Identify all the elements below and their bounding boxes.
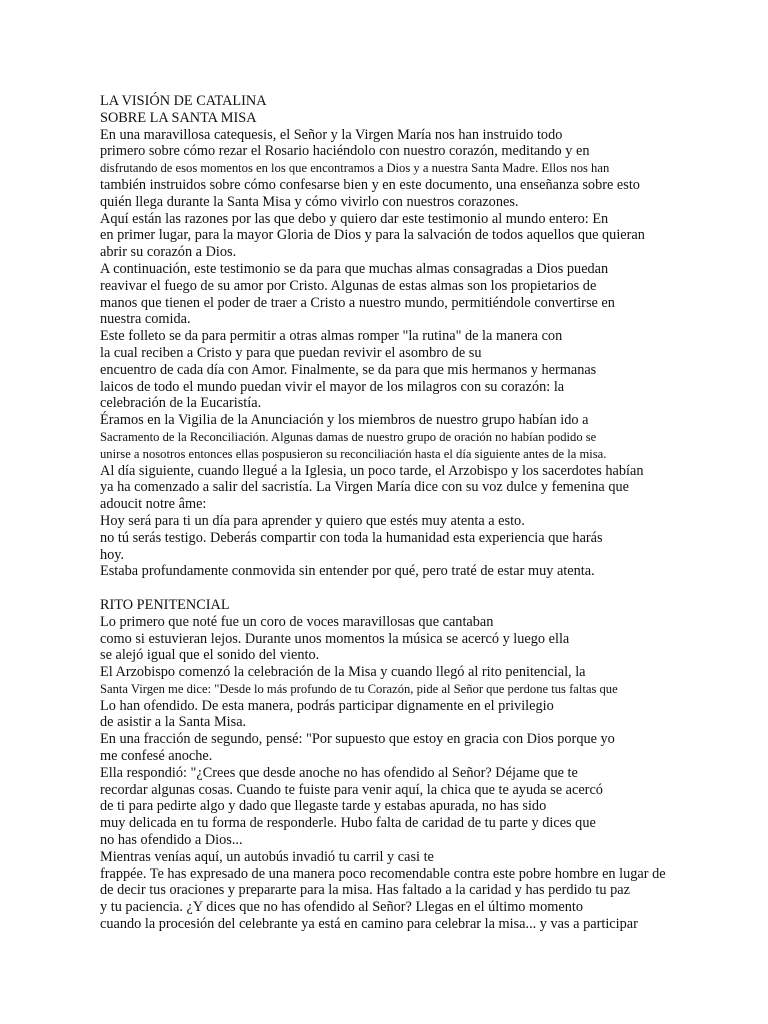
text-line: celebración de la Eucaristía. <box>100 395 262 412</box>
text-line: Santa Virgen me dice: "Desde lo más profundo de tu Corazón, pide al Señor que perdone tus faltas que <box>100 681 618 696</box>
text-line: en primer lugar, para la mayor Gloria de Dios y para la salvación de todos aquellos que quieran <box>100 227 645 244</box>
section-spacer <box>100 580 740 597</box>
text-line: laicos de todo el mundo puedan vivir el mayor de los milagros con su corazón: la <box>100 378 565 395</box>
text-line: cuando la procesión del celebrante ya está en camino para celebrar la misa... y vas a participar <box>100 916 638 933</box>
text-line: A continuación, este testimonio se da para que muchas almas consagradas a Dios puedan <box>100 260 609 277</box>
text-line: de ti para pedirte algo y dado que llegaste tarde y estabas apurada, no has sido <box>100 798 547 815</box>
text-line: reavivar el fuego de su amor por Cristo. Algunas de estas almas son los propietarios de <box>100 277 597 294</box>
text-line: la cual reciben a Cristo y para que puedan revivir el asombro de su <box>100 344 482 361</box>
text-line: quién llega durante la Santa Misa y cómo vivirlo con nuestros corazones. <box>100 193 519 210</box>
text-line: Mientras venías aquí, un autobús invadió tu carril y casi te <box>100 848 434 865</box>
section-paragraphs <box>100 614 740 933</box>
text-line: Estaba profundamente conmovida sin entender por qué, pero traté de estar muy atenta. <box>100 563 595 580</box>
text-line: Éramos en la Vigilia de la Anunciación y los miembros de nuestro grupo habían ido a <box>100 412 589 429</box>
text-line: Al día siguiente, cuando llegué a la Iglesia, un poco tarde, el Arzobispo y los sacerdotes habían <box>100 462 644 479</box>
text-line: ya ha comenzado a salir del sacristía. La Virgen María dice con su voz dulce y femenina que <box>100 479 629 496</box>
text-line: En una maravillosa catequesis, el Señor y la Virgen María nos han instruido todo <box>100 126 563 143</box>
document-text <box>100 93 740 933</box>
text-line: como si estuvieran lejos. Durante unos momentos la música se acercó y luego ella <box>100 630 570 647</box>
text-line: y tu paciencia. ¿Y dices que no has ofendido al Señor? Llegas en el último momento <box>100 899 584 916</box>
text-line: frappée. Te has expresado de una manera poco recomendable contra este pobre hombre en lugar de <box>100 865 666 882</box>
text-line: manos que tienen el poder de traer a Cristo a nuestro mundo, permitiéndole convertirse en <box>100 294 615 311</box>
text-line: En una fracción de segundo, pensé: "Por supuesto que estoy en gracia con Dios porque yo <box>100 731 615 748</box>
text-line: Hoy será para ti un día para aprender y quiero que estés muy atenta a esto. <box>100 512 525 529</box>
document-title-line-2: SOBRE LA SANTA MISA <box>100 109 257 126</box>
text-line: también instruidos sobre cómo confesarse bien y en este documento, una enseñanza sobre esto <box>100 176 640 193</box>
text-line: disfrutando de esos momentos en los que encontramos a Dios y a nuestra Santa Madre. Ellos nos han <box>100 161 610 176</box>
text-line: encuentro de cada día con Amor. Finalmente, se da para que mis hermanos y hermanas <box>100 361 597 378</box>
text-line: hoy. <box>100 546 125 563</box>
section-heading: RITO PENITENCIAL <box>100 596 230 613</box>
text-line: adoucit notre âme: <box>100 496 207 513</box>
text-line: Aquí están las razones por las que debo y quiero dar este testimonio al mundo entero: En <box>100 210 609 227</box>
text-line: de decir tus oraciones y prepararte para la misa. Has faltado a la caridad y has perdido tu paz <box>100 882 630 899</box>
text-line: unirse a nosotros entonces ellas pospusieron su reconciliación hasta el día siguiente antes de la misa. <box>100 446 607 461</box>
text-line: no has ofendido a Dios... <box>100 832 243 849</box>
text-line: de asistir a la Santa Misa. <box>100 714 247 731</box>
text-line: nuestra comida. <box>100 311 191 328</box>
text-line: no tú serás testigo. Deberás compartir con toda la humanidad esta experiencia que harás <box>100 529 603 546</box>
intro-paragraphs <box>100 127 740 581</box>
text-line: Lo han ofendido. De esta manera, podrás participar dignamente en el privilegio <box>100 697 554 714</box>
text-line: abrir su corazón a Dios. <box>100 244 237 261</box>
text-line: primero sobre cómo rezar el Rosario haciéndolo con nuestro corazón, meditando y en <box>100 143 590 160</box>
text-line: me confesé anoche. <box>100 748 213 765</box>
text-line: Ella respondió: "¿Crees que desde anoche no has ofendido al Señor? Déjame que te <box>100 764 578 781</box>
document-title-line-1: LA VISIÓN DE CATALINA <box>100 93 267 109</box>
text-line: Lo primero que noté fue un coro de voces maravillosas que cantaban <box>100 613 494 630</box>
text-line: muy delicada en tu forma de responderle. Hubo falta de caridad de tu parte y dices que <box>100 815 596 832</box>
text-line: Sacramento de la Reconciliación. Algunas damas de nuestro grupo de oración no habían podido se <box>100 429 597 444</box>
text-line: recordar algunas cosas. Cuando te fuiste para venir aquí, la chica que te ayuda se acercó <box>100 781 603 798</box>
text-line: Este folleto se da para permitir a otras almas romper "la rutina" de la manera con <box>100 328 563 345</box>
text-line: se alejó igual que el sonido del viento. <box>100 647 320 664</box>
text-line: El Arzobispo comenzó la celebración de la Misa y cuando llegó al rito penitencial, la <box>100 664 586 681</box>
